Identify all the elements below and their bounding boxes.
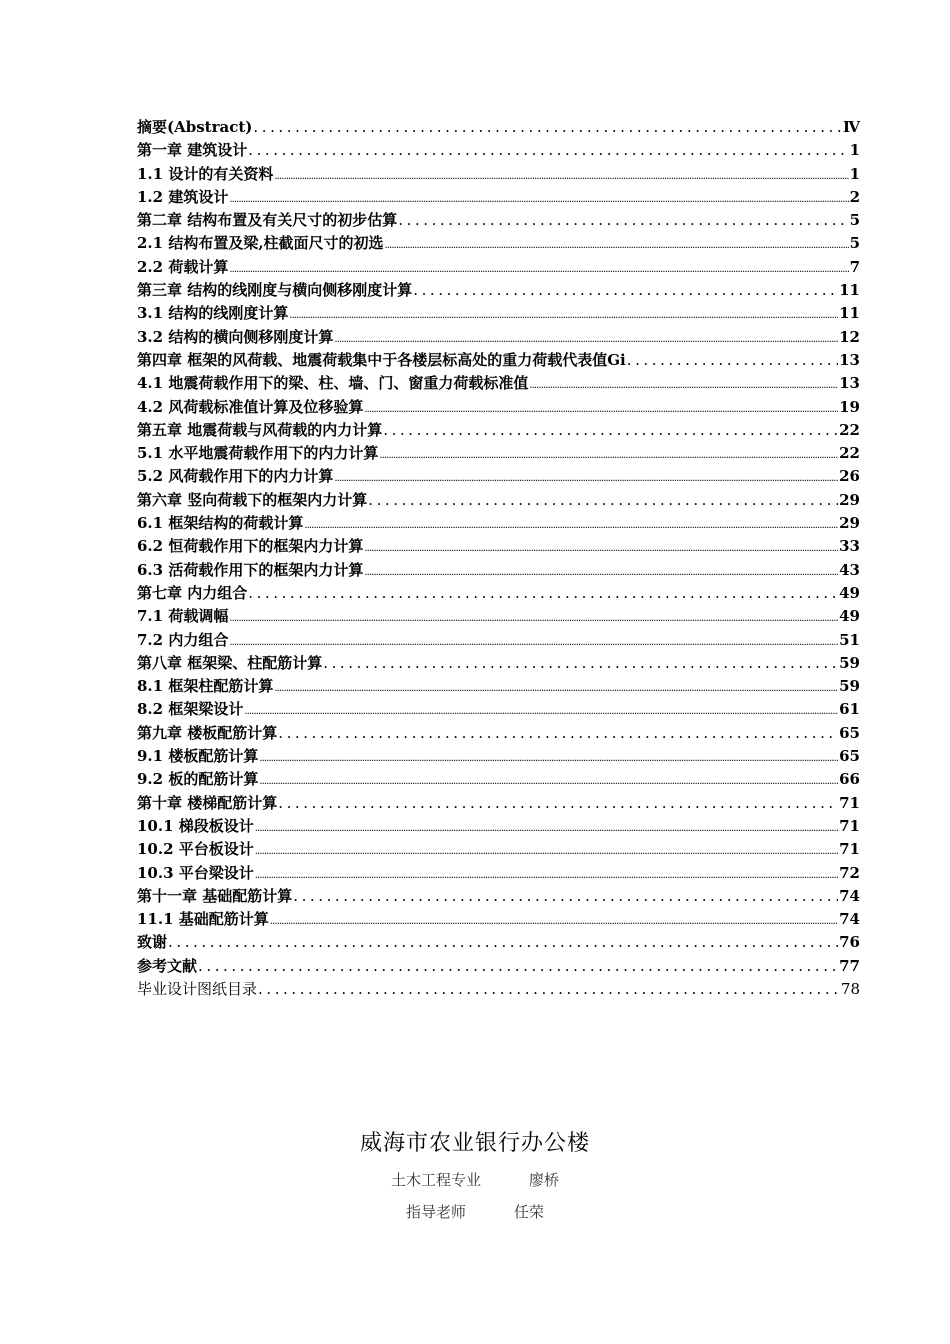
toc-entry-title: 3.1 结构的线刚度计算: [137, 304, 289, 323]
toc-page-number: 22: [839, 444, 860, 463]
advisor-label: 指导老师: [405, 1203, 466, 1221]
toc-entry-title: 1.2 建筑设计: [137, 187, 229, 206]
toc-dot-leader: [229, 186, 848, 211]
toc-entry-title: 7.2 内力组合: [137, 630, 229, 649]
toc-page-number: 76: [839, 933, 860, 952]
toc-entry-title: 2.1 结构布置及梁,柱截面尺寸的初选: [137, 234, 384, 253]
toc-chapter-entry[interactable]: [137, 116, 860, 139]
toc-page-number: 1: [849, 164, 860, 183]
toc-entry-title: 10.1 梯段板设计: [137, 816, 254, 835]
author-name: 廖桥: [529, 1171, 560, 1189]
toc-dot-leader: [248, 582, 838, 605]
toc-page-number: 12: [839, 327, 860, 346]
toc-page-number: 1: [849, 141, 860, 160]
toc-section-entry[interactable]: [137, 675, 860, 698]
toc-section-entry[interactable]: [137, 442, 860, 465]
toc-page-number: 5: [849, 234, 860, 253]
toc-page-number: 11: [839, 304, 860, 323]
toc-chapter-entry[interactable]: [137, 931, 860, 954]
thesis-header: [0, 1124, 950, 1228]
advisor-line: [0, 1196, 950, 1228]
toc-dot-leader: [289, 302, 838, 327]
toc-section-entry[interactable]: [137, 698, 860, 721]
toc-section-entry[interactable]: [137, 559, 860, 582]
toc-chapter-entry[interactable]: [137, 885, 860, 908]
toc-entry-title: 第十章 楼梯配筋计算: [137, 793, 278, 812]
toc-entry-title: 参考文献: [137, 956, 198, 975]
advisor-name: 任荣: [514, 1203, 545, 1221]
toc-entry-title: 10.2 平台板设计: [137, 840, 254, 859]
toc-dot-leader: [379, 442, 838, 467]
toc-dot-leader: [270, 908, 838, 933]
toc-dot-leader: [278, 722, 838, 745]
toc-dot-leader: [334, 465, 838, 490]
toc-section-entry[interactable]: [137, 768, 860, 791]
toc-dot-leader: [364, 396, 838, 421]
toc-page-number: 33: [839, 537, 860, 556]
toc-section-entry[interactable]: [137, 302, 860, 325]
toc-page-number: 19: [839, 397, 860, 416]
thesis-title: 威海市农业银行办公楼: [359, 1131, 590, 1156]
toc-entry-title: 10.3 平台梁设计: [137, 863, 254, 882]
toc-dot-leader: [334, 326, 838, 351]
toc-dot-leader: [229, 605, 838, 630]
toc-entry-title: 致谢: [137, 933, 168, 952]
toc-page-number: 2: [849, 187, 860, 206]
toc-dot-leader: [244, 698, 838, 723]
toc-page-number: 71: [839, 840, 860, 859]
toc-dot-leader: [304, 512, 838, 537]
toc-section-entry[interactable]: [137, 908, 860, 931]
toc-page-number: 13: [839, 374, 860, 393]
toc-page-number: 5: [849, 211, 860, 230]
toc-page-number: 59: [839, 677, 860, 696]
toc-section-entry[interactable]: [137, 326, 860, 349]
toc-dot-leader: [259, 745, 838, 770]
toc-page-number: 29: [839, 514, 860, 533]
toc-dot-leader: [255, 815, 838, 840]
toc-dot-leader: [413, 279, 838, 302]
toc-dot-leader: [229, 629, 838, 654]
toc-page-number: 13: [839, 350, 860, 369]
toc-dot-leader: [253, 116, 842, 139]
toc-dot-leader: [274, 163, 848, 188]
toc-entry-title: 5.2 风荷载作用下的内力计算: [137, 467, 334, 486]
toc-page-number: 74: [839, 910, 860, 929]
toc-entry-title: 9.1 楼板配筋计算: [137, 747, 259, 766]
toc-page-number: 11: [839, 281, 860, 300]
toc-dot-leader: [627, 349, 838, 372]
toc-page-number: 66: [839, 770, 860, 789]
toc-page-number: 49: [839, 583, 860, 602]
toc-section-entry[interactable]: [137, 396, 860, 419]
toc-section-entry[interactable]: [137, 465, 860, 488]
toc-entry-title: 6.1 框架结构的荷载计算: [137, 514, 304, 533]
toc-page-number: 74: [839, 886, 860, 905]
toc-dot-leader: [198, 955, 838, 978]
toc-page-number: 43: [839, 560, 860, 579]
toc-section-entry[interactable]: [137, 186, 860, 209]
toc-page-number: 51: [839, 630, 860, 649]
toc-page-number: 71: [839, 816, 860, 835]
toc-section-entry[interactable]: [137, 232, 860, 255]
toc-page-number: 72: [839, 863, 860, 882]
toc-chapter-entry[interactable]: [137, 489, 860, 512]
toc-chapter-entry[interactable]: [137, 139, 860, 162]
toc-section-entry[interactable]: [137, 862, 860, 885]
toc-section-entry[interactable]: [137, 815, 860, 838]
toc-page-number: 59: [839, 653, 860, 672]
toc-chapter-entry[interactable]: [137, 349, 860, 372]
toc-entry-title: 第九章 楼板配筋计算: [137, 723, 278, 742]
toc-chapter-entry[interactable]: [137, 209, 860, 232]
toc-entry-title: 8.1 框架柱配筋计算: [137, 677, 274, 696]
toc-dot-leader: [168, 931, 838, 954]
toc-entry-title: 6.3 活荷载作用下的框架内力计算: [137, 560, 364, 579]
toc-dot-leader: [529, 372, 838, 397]
toc-dot-leader: [274, 675, 838, 700]
toc-page-number: 7: [849, 257, 860, 276]
toc-chapter-entry[interactable]: [137, 582, 860, 605]
toc-entry-title: 4.1 地震荷载作用下的梁、柱、墙、门、窗重力荷载标准值: [137, 374, 529, 393]
toc-dot-leader: [364, 535, 838, 560]
toc-dot-leader: [364, 559, 838, 584]
toc-dot-leader: [259, 768, 838, 793]
toc-entry-title: 8.2 框架梁设计: [137, 700, 244, 719]
toc-entry-title: 第六章 竖向荷载下的框架内力计算: [137, 490, 368, 509]
toc-page-number: 77: [839, 956, 860, 975]
toc-entry-title: 11.1 基础配筋计算: [137, 910, 269, 929]
toc-chapter-entry[interactable]: [137, 792, 860, 815]
toc-entry-title: 4.2 风荷载标准值计算及位移验算: [137, 397, 364, 416]
toc-section-entry[interactable]: [137, 629, 860, 652]
toc-dot-leader: [255, 862, 838, 887]
toc-dot-leader: [229, 256, 848, 281]
toc-page-number: 26: [839, 467, 860, 486]
toc-page-number: 65: [839, 747, 860, 766]
toc-entry-title: 第二章 结构布置及有关尺寸的初步估算: [137, 211, 398, 230]
toc-chapter-entry[interactable]: [137, 955, 860, 978]
toc-dot-leader: [258, 978, 840, 1001]
toc-section-entry[interactable]: [137, 838, 860, 861]
toc-page-number: 71: [839, 793, 860, 812]
author-line: [0, 1164, 950, 1196]
toc-page-number: 49: [839, 607, 860, 626]
toc-chapter-entry[interactable]: [137, 419, 860, 442]
toc-chapter-entry[interactable]: [137, 722, 860, 745]
toc-entry-title: 第八章 框架梁、柱配筋计算: [137, 653, 323, 672]
table-of-contents: [137, 116, 860, 1001]
toc-page-number: 22: [839, 420, 860, 439]
toc-chapter-entry[interactable]: [137, 652, 860, 675]
toc-entry-title: 第十一章 基础配筋计算: [137, 886, 293, 905]
toc-entry-title: 第四章 框架的风荷载、地震荷载集中于各楼层标高处的重力荷载代表值Gi: [137, 350, 626, 369]
toc-entry-title: 第五章 地震荷载与风荷载的内力计算: [137, 420, 383, 439]
toc-dot-leader: [248, 139, 848, 162]
toc-section-entry[interactable]: [137, 163, 860, 186]
toc-entry-title: 3.2 结构的横向侧移刚度计算: [137, 327, 334, 346]
major-label: 土木工程专业: [390, 1171, 481, 1189]
toc-page-number: 65: [839, 723, 860, 742]
toc-entry-title: 摘要(Abstract): [137, 118, 253, 136]
toc-dot-leader: [398, 209, 848, 232]
toc-entry-title: 6.2 恒荷载作用下的框架内力计算: [137, 537, 364, 556]
toc-entry-title: 第三章 结构的线刚度与横向侧移刚度计算: [137, 281, 413, 300]
toc-section-entry[interactable]: [137, 745, 860, 768]
toc-page-number: 29: [839, 490, 860, 509]
toc-entry-title: 1.1 设计的有关资料: [137, 164, 274, 183]
toc-section-entry[interactable]: [137, 256, 860, 279]
toc-entry-title: 5.1 水平地震荷载作用下的内力计算: [137, 444, 379, 463]
toc-entry-title: 9.2 板的配筋计算: [137, 770, 259, 789]
toc-dot-leader: [278, 792, 838, 815]
toc-page-number: Ⅳ: [842, 118, 860, 136]
toc-dot-leader: [383, 419, 838, 442]
toc-chapter-entry[interactable]: [137, 279, 860, 302]
toc-entry-title: 第一章 建筑设计: [137, 141, 248, 160]
toc-entry-title: 毕业设计图纸目录: [137, 979, 258, 998]
toc-page-number: 78: [840, 979, 860, 998]
toc-entry-title: 2.2 荷载计算: [137, 257, 229, 276]
toc-section-entry[interactable]: [137, 605, 860, 628]
toc-dot-leader: [323, 652, 838, 675]
toc-entry-title: 第七章 内力组合: [137, 583, 248, 602]
toc-dot-leader: [385, 232, 849, 257]
toc-entry-title: 7.1 荷载调幅: [137, 607, 229, 626]
toc-page-number: 61: [839, 700, 860, 719]
toc-section-entry[interactable]: [137, 512, 860, 535]
toc-section-entry[interactable]: [137, 372, 860, 395]
toc-section-entry[interactable]: [137, 535, 860, 558]
toc-chapter-entry[interactable]: [137, 978, 860, 1001]
toc-dot-leader: [255, 838, 838, 863]
toc-dot-leader: [293, 885, 838, 908]
toc-dot-leader: [368, 489, 838, 512]
